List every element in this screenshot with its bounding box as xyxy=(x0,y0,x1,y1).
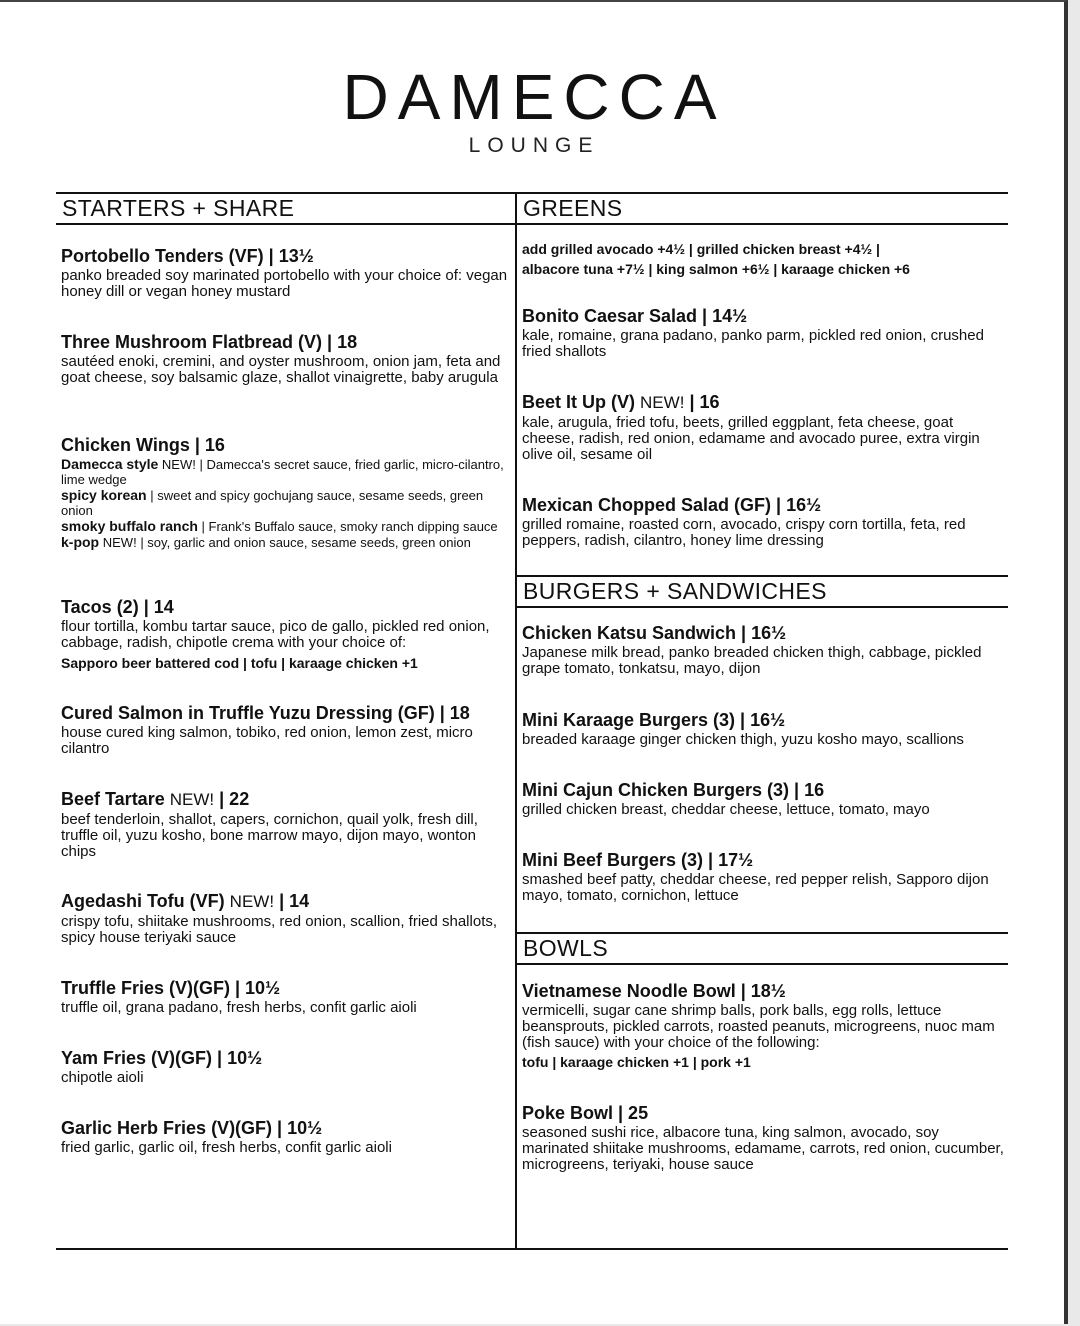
item-description: beef tenderloin, shallot, capers, cornichon, quail yolk, fresh dill, truffle oil, yuzu kosho, bone marrow mayo, dijon mayo, wonton chips xyxy=(61,811,478,860)
burgers-items xyxy=(517,608,1008,932)
item-description: kale, romaine, grana padano, panko parm, pickled red onion, crushed fried shallots xyxy=(522,327,984,360)
item-title xyxy=(61,890,511,913)
starters-heading: STARTERS + SHARE xyxy=(56,192,515,225)
item-title: Mexican Chopped Salad (GF) | 16½ xyxy=(522,495,822,515)
item-price: | 14 xyxy=(279,891,310,911)
menu-item xyxy=(61,788,511,860)
item-choice: Sapporo beer battered cod | tofu | karaage chicken +1 xyxy=(61,655,418,671)
wing-style xyxy=(61,535,511,550)
item-description: Japanese milk bread, panko breaded chicken thigh, cabbage, pickled grape tomato, tonkatsu, mayo, dijon xyxy=(522,644,982,677)
item-title: Vietnamese Noodle Bowl | 18½ xyxy=(522,981,786,1001)
item-title: Bonito Caesar Salad | 14½ xyxy=(522,306,748,326)
menu-item xyxy=(522,980,1004,1071)
item-title: Chicken Wings | 16 xyxy=(61,435,225,455)
menu-item xyxy=(522,779,1004,818)
item-name: Beef Tartare xyxy=(61,789,165,809)
item-description: grilled chicken breast, cheddar cheese, lettuce, tomato, mayo xyxy=(522,801,930,818)
item-title: Garlic Herb Fries (V)(GF) | 10½ xyxy=(61,1118,323,1138)
menu-item xyxy=(61,331,511,386)
greens-heading: GREENS xyxy=(517,192,1008,225)
item-description: crispy tofu, shiitake mushrooms, red onion, scallion, fried shallots, spicy house teriyaki sauce xyxy=(61,913,498,946)
new-badge: NEW! xyxy=(229,892,275,911)
wing-style xyxy=(61,457,511,487)
menu-item xyxy=(61,1047,511,1086)
item-description: smashed beef patty, cheddar cheese, red pepper relish, Sapporo dijon mayo, tomato, cornichon, lettuce xyxy=(522,871,989,904)
wing-style-desc: | soy, garlic and onion sauce, sesame seeds, green onion xyxy=(140,535,471,550)
addons-line: add grilled avocado +4½ | grilled chicken breast +4½ | xyxy=(522,241,880,257)
wing-style-name: smoky buffalo ranch xyxy=(61,518,198,534)
item-price: | 16 xyxy=(689,392,720,412)
item-description: breaded karaage ginger chicken thigh, yuzu kosho mayo, scallions xyxy=(522,731,964,748)
wing-style-desc: | Frank's Buffalo sauce, smoky ranch dipping sauce xyxy=(201,519,498,534)
menu-item xyxy=(61,596,511,672)
item-description: vermicelli, sugar cane shrimp balls, pork balls, egg rolls, lettuce beansprouts, pickled carrots, roasted peanuts, microgreens, nuoc mam (fish sauce) with your choice of the following: xyxy=(522,1002,995,1051)
menu-item xyxy=(522,709,1004,748)
menu-item xyxy=(61,245,511,300)
item-choice: tofu | karaage chicken +1 | pork +1 xyxy=(522,1054,751,1070)
greens-items xyxy=(517,225,1008,575)
menu-item xyxy=(61,1117,511,1156)
wing-style xyxy=(61,488,511,518)
item-title: Poke Bowl | 25 xyxy=(522,1103,649,1123)
wing-style-desc: | sweet and spicy gochujang sauce, sesame seeds, green onion xyxy=(61,488,484,518)
menu-item-chicken-wings xyxy=(61,434,511,550)
item-title xyxy=(522,391,1004,414)
item-description: flour tortilla, kombu tartar sauce, pico de gallo, pickled red onion, cabbage, radish, chipotle crema with your choice of: xyxy=(61,618,490,651)
item-description: panko breaded soy marinated portobello with your choice of: vegan honey dill or vegan honey mustard xyxy=(61,267,508,300)
menu-item xyxy=(522,391,1004,463)
wing-style-name: spicy korean xyxy=(61,487,147,503)
item-name: Beet It Up (V) xyxy=(522,392,636,412)
item-description: grilled romaine, roasted corn, avocado, crispy corn tortilla, feta, red peppers, radish, cilantro, honey lime dressing xyxy=(522,516,966,549)
menu-item xyxy=(522,849,1004,904)
menu-item xyxy=(522,1102,1004,1173)
item-title: Portobello Tenders (VF) | 13½ xyxy=(61,246,314,266)
menu-item xyxy=(61,977,511,1016)
new-badge: NEW! xyxy=(161,457,196,472)
item-description: house cured king salmon, tobiko, red onion, lemon zest, micro cilantro xyxy=(61,724,473,757)
brand-name: DAMECCA xyxy=(342,61,726,133)
wing-style xyxy=(61,519,511,534)
wing-style-desc: | Damecca's secret sauce, fried garlic, micro-cilantro, lime wedge xyxy=(61,457,504,487)
burgers-heading: BURGERS + SANDWICHES xyxy=(517,575,1008,608)
item-title: Three Mushroom Flatbread (V) | 18 xyxy=(61,332,358,352)
left-column xyxy=(56,192,515,1156)
greens-addons xyxy=(522,239,1004,279)
item-title: Yam Fries (V)(GF) | 10½ xyxy=(61,1048,263,1068)
item-description: fried garlic, garlic oil, fresh herbs, confit garlic aioli xyxy=(61,1139,392,1156)
addons-line: albacore tuna +7½ | king salmon +6½ | karaage chicken +6 xyxy=(522,261,910,277)
item-description: seasoned sushi rice, albacore tuna, king salmon, avocado, soy marinated shiitake mushrooms, edamame, carrots, red onion, cucumber, microgreens, teriyaki, house sauce xyxy=(522,1124,1004,1173)
new-badge: NEW! xyxy=(640,393,685,412)
item-price: | 22 xyxy=(219,789,250,809)
menu-item xyxy=(522,494,1004,549)
wing-style-name: Damecca style xyxy=(61,456,159,472)
item-title: Mini Cajun Chicken Burgers (3) | 16 xyxy=(522,780,825,800)
item-title xyxy=(61,788,511,811)
item-title: Truffle Fries (V)(GF) | 10½ xyxy=(61,978,281,998)
item-title: Tacos (2) | 14 xyxy=(61,597,174,617)
new-badge: NEW! xyxy=(169,790,215,809)
new-badge: NEW! xyxy=(102,535,137,550)
menu-item xyxy=(61,702,511,757)
item-title: Chicken Katsu Sandwich | 16½ xyxy=(522,623,787,643)
wing-style-name: k-pop xyxy=(61,534,100,550)
menu-item xyxy=(522,305,1004,360)
item-title: Mini Karaage Burgers (3) | 16½ xyxy=(522,710,786,730)
item-name: Agedashi Tofu (VF) xyxy=(61,891,225,911)
bottom-rule xyxy=(56,1248,1008,1250)
item-description: kale, arugula, fried tofu, beets, grilled eggplant, feta cheese, goat cheese, radish, red onion, edamame and avocado puree, extra virgin olive oil, sesame oil xyxy=(522,414,980,463)
menu-item xyxy=(522,622,1004,677)
item-description: sautéed enoki, cremini, and oyster mushroom, onion jam, feta and goat cheese, soy balsamic glaze, shallot vinaigrette, baby arugula xyxy=(61,353,501,386)
item-title: Cured Salmon in Truffle Yuzu Dressing (GF) | 18 xyxy=(61,703,470,723)
item-description: chipotle aioli xyxy=(61,1069,144,1086)
bowls-heading: BOWLS xyxy=(517,932,1008,965)
item-description: truffle oil, grana padano, fresh herbs, confit garlic aioli xyxy=(61,999,417,1016)
brand-subtitle: LOUNGE xyxy=(468,134,600,157)
right-column xyxy=(517,192,1008,1173)
menu-item xyxy=(61,890,511,946)
item-title: Mini Beef Burgers (3) | 17½ xyxy=(522,850,754,870)
